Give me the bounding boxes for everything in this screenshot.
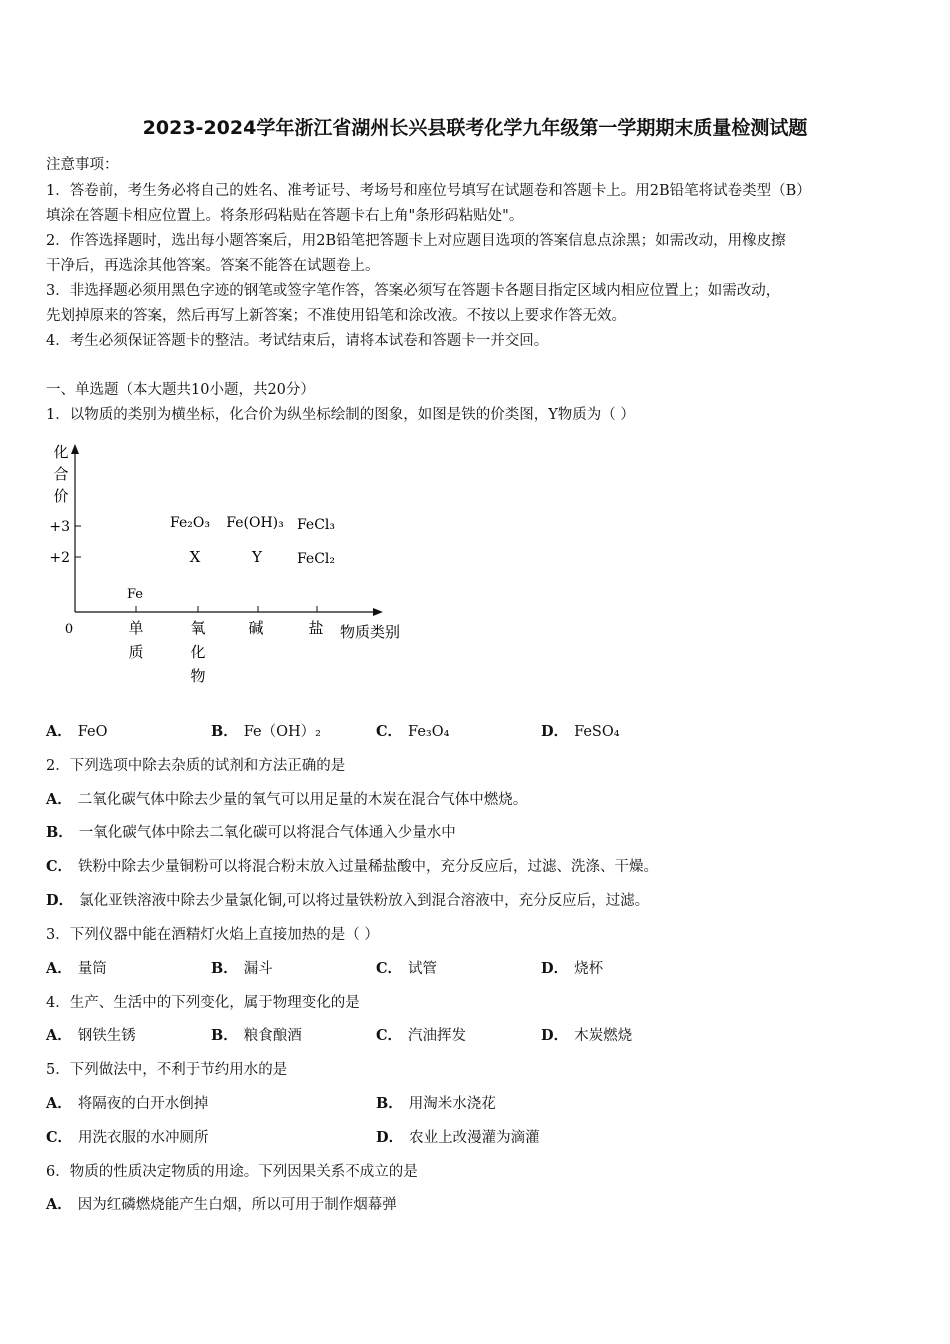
question-3-option-d	[541, 957, 603, 978]
option-label: B．	[211, 960, 238, 977]
y-tick-label: +2	[49, 550, 70, 566]
notes-heading: 注意事项：	[46, 157, 119, 173]
question-3-option-b	[211, 957, 273, 978]
option-text: 钢铁生锈	[77, 1028, 136, 1044]
x-category-char: 氧	[190, 619, 206, 637]
x-axis-arrow	[373, 608, 383, 616]
notes-line: 干净后，再选涂其他答案。答案不能答在试题卷上。	[46, 258, 380, 274]
question-1-stem: 1．以物质的类别为横坐标，化合价为纵坐标绘制的图象，如图是铁的价类图，Y物质为（ ）	[46, 407, 635, 423]
option-text: 试管	[408, 961, 438, 977]
question-2-option-b	[46, 821, 456, 842]
option-label: A．	[46, 1196, 72, 1213]
option-text: 将隔夜的白开水倒掉	[77, 1096, 209, 1112]
iron-valence-class-diagram	[40, 432, 440, 692]
y-tick-label: +3	[49, 519, 70, 535]
question-4-option-b	[211, 1024, 302, 1045]
option-label: C．	[376, 723, 403, 740]
question-2-option-a	[46, 788, 527, 809]
option-text: 用淘米水浇花	[408, 1096, 496, 1112]
x-category-char: 碱	[248, 619, 264, 637]
option-label: A．	[46, 1027, 72, 1044]
question-4-stem: 4．生产、生活中的下列变化，属于物理变化的是	[46, 995, 360, 1011]
question-6-option-a	[46, 1193, 397, 1214]
section-heading: 一、单选题（本大题共10小题，共20分）	[46, 382, 315, 398]
option-label: A．	[46, 723, 72, 740]
option-label: D．	[541, 960, 569, 977]
option-text: 量筒	[77, 961, 107, 977]
question-4-option-a	[46, 1024, 136, 1045]
notes-line: 2．作答选择题时，选出每小题答案后，用2B铅笔把答题卡上对应题目选项的答案信息点涂黑；如需改动，用橡皮擦	[46, 233, 786, 249]
question-5-option-a	[46, 1092, 208, 1113]
substance-fecl3: FeCl₃	[296, 517, 336, 533]
question-2-option-d	[46, 889, 649, 910]
option-text: 漏斗	[243, 961, 273, 977]
page-title: 2023-2024学年浙江省湖州长兴县联考化学九年级第一学期期末质量检测试题	[142, 117, 808, 139]
option-label: C．	[46, 858, 73, 875]
option-label: C．	[46, 1129, 73, 1146]
x-category-char: 质	[128, 643, 144, 661]
option-label: D．	[541, 1027, 569, 1044]
option-label: A．	[46, 1095, 72, 1112]
substance-fe: Fe	[126, 587, 144, 602]
question-3-option-c	[376, 957, 437, 978]
option-label: D．	[541, 723, 569, 740]
y-axis-arrow	[71, 444, 79, 454]
question-1-option-d	[541, 720, 620, 741]
question-1-option-b	[211, 720, 321, 741]
option-label: B．	[376, 1095, 403, 1112]
notes-line: 4．考生必须保证答题卡的整洁。考试结束后，请将本试卷和答题卡一并交回。	[46, 333, 549, 349]
question-3-option-a	[46, 957, 107, 978]
substance-feoh3: Fe(OH)₃	[226, 515, 284, 531]
option-label: A．	[46, 791, 72, 808]
substance-fecl2: FeCl₂	[296, 551, 336, 567]
y-axis-label-char: 价	[53, 487, 69, 505]
option-text: 一氧化碳气体中除去二氧化碳可以将混合气体通入少量水中	[78, 825, 456, 841]
notes-line: 1．答卷前，考生务必将自己的姓名、准考证号、考场号和座位号填写在试题卷和答题卡上。用2B铅笔将试卷类型（B）	[46, 183, 811, 199]
y-axis-label-char: 化	[53, 443, 69, 461]
option-text: Fe（OH）₂	[243, 724, 321, 740]
option-text: 因为红磷燃烧能产生白烟，所以可用于制作烟幕弹	[77, 1197, 397, 1213]
option-text: 木炭燃烧	[574, 1028, 633, 1044]
substance-y: Y	[252, 548, 262, 566]
question-5-stem: 5．下列做法中，不利于节约用水的是	[46, 1062, 288, 1078]
option-text: 粮食酿酒	[243, 1028, 302, 1044]
option-label: C．	[376, 960, 403, 977]
substance-x: X	[189, 548, 201, 566]
y-axis-label-char: 合	[53, 465, 69, 483]
question-5-option-b	[376, 1092, 496, 1113]
option-text: Fe₃O₄	[408, 724, 450, 740]
notes-line: 3．非选择题必须用黑色字迹的钢笔或签字笔作答，答案必须写在答题卡各题目指定区域内相应位置上；如需改动，	[46, 283, 781, 299]
notes-line: 填涂在答题卡相应位置上。将条形码粘贴在答题卡右上角"条形码粘贴处"。	[46, 208, 524, 224]
question-2-stem: 2．下列选项中除去杂质的试剂和方法正确的是	[46, 758, 346, 774]
question-1-option-a	[46, 720, 108, 741]
substance-fe2o3: Fe₂O₃	[170, 515, 210, 531]
option-text: 用洗衣服的水冲厕所	[78, 1130, 209, 1146]
origin-label: 0	[64, 622, 74, 637]
option-label: D．	[376, 1129, 404, 1146]
option-label: B．	[46, 824, 73, 841]
option-text: 二氧化碳气体中除去少量的氧气可以用足量的木炭在混合气体中燃烧。	[77, 792, 528, 808]
option-label: B．	[211, 1027, 238, 1044]
x-axis-label: 物质类别	[340, 623, 401, 641]
option-text: 烧杯	[574, 961, 604, 977]
question-5-option-d	[376, 1126, 540, 1147]
question-5-option-c	[46, 1126, 209, 1147]
notes-line: 先划掉原来的答案，然后再写上新答案；不准使用铅笔和涂改液。不按以上要求作答无效。	[46, 308, 626, 324]
option-label: D．	[46, 892, 74, 909]
x-category-char: 盐	[308, 619, 324, 637]
option-label: A．	[46, 960, 72, 977]
option-text: 汽油挥发	[408, 1028, 467, 1044]
question-1-option-c	[376, 720, 449, 741]
question-4-option-c	[376, 1024, 466, 1045]
x-category-char: 化	[190, 643, 206, 661]
option-text: 农业上改漫灌为滴灌	[409, 1130, 540, 1146]
x-category-char: 物	[190, 667, 206, 685]
question-2-option-c	[46, 855, 658, 876]
option-label: C．	[376, 1027, 403, 1044]
option-text: FeSO₄	[574, 724, 620, 740]
question-3-stem: 3．下列仪器中能在酒精灯火焰上直接加热的是（ ）	[46, 927, 379, 943]
x-category-char: 单	[128, 619, 144, 637]
option-text: 铁粉中除去少量铜粉可以将混合粉末放入过量稀盐酸中，充分反应后，过滤、洗涤、干燥。	[78, 859, 659, 875]
option-text: 氯化亚铁溶液中除去少量氯化铜,可以将过量铁粉放入到混合溶液中，充分反应后，过滤。	[79, 893, 650, 909]
question-4-option-d	[541, 1024, 632, 1045]
option-label: B．	[211, 723, 238, 740]
option-text: FeO	[77, 724, 108, 740]
question-6-stem: 6．物质的性质决定物质的用途。下列因果关系不成立的是	[46, 1164, 418, 1180]
